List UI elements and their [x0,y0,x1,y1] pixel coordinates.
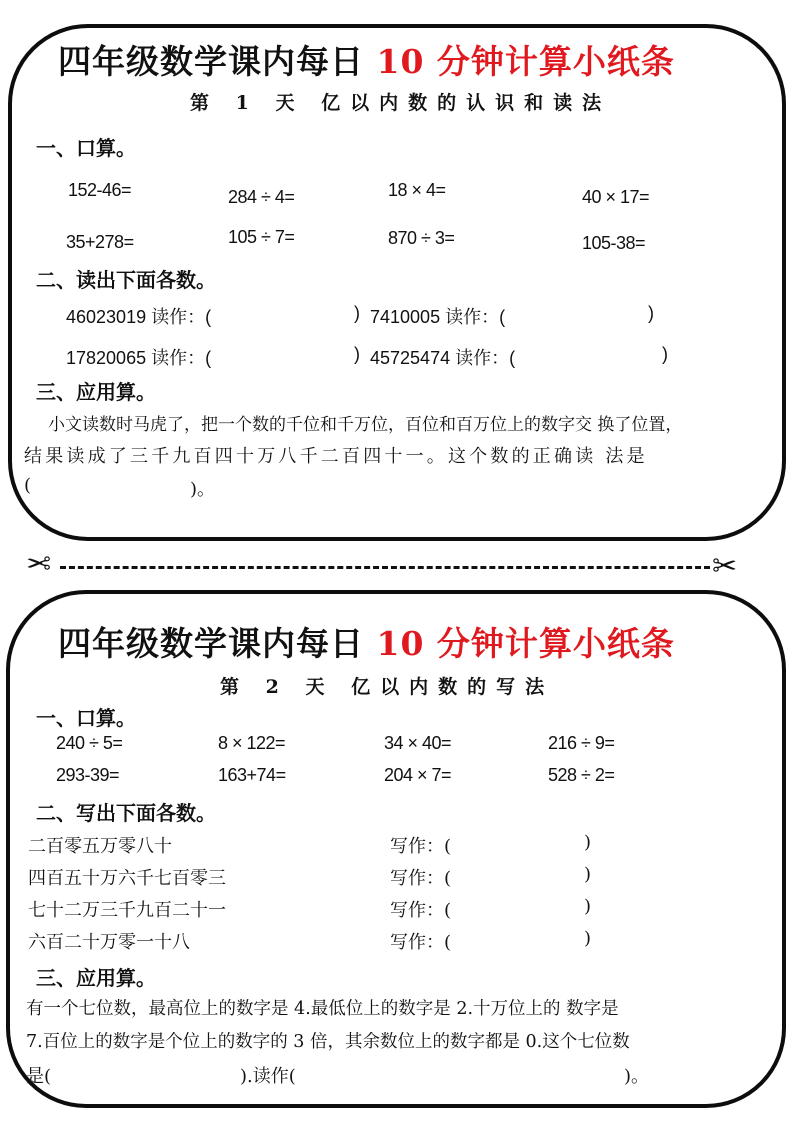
number-value: 17820065 [66,348,147,368]
calc-item: 204 × 7= [384,765,452,785]
number-words: 四百五十万六千七百零三 [28,868,226,889]
number-words: 二百零五万零八十 [28,836,172,857]
read-row [370,303,505,329]
number-value: 7410005 [370,307,441,327]
number-value: 45725474 [370,348,451,368]
answer-close: )。 [624,1066,650,1087]
read-label: 读作：( [445,307,506,327]
slip2-title-red: 10 分钟计算小纸条 [376,624,675,663]
calc-item: 152-46= [68,180,132,200]
calc-item: 8 × 122= [218,733,286,753]
write-label: 写作：( [390,900,452,921]
word-problem-line: 7.百位上的数字是个位上的数字的 3 倍，其余数位上的数字都是 0.这个七位数 [26,1032,630,1052]
number-words: 六百二十万零一十八 [28,932,190,953]
slip2-section1-heading: 一、口算。 [36,706,136,730]
cut-line-divider [60,566,710,569]
calc-item: 18 × 4= [388,180,446,200]
slip2-title-black: 四年级数学课内每日 [58,624,364,663]
calc-item: 216 ÷ 9= [548,733,615,753]
calc-item: 105 ÷ 7= [228,227,295,247]
answer-open: 是( [26,1066,52,1087]
answer-close: ) [662,344,668,364]
word-problem-line: 结果读成了三千九百四十万八千二百四十一。这个数的正确读 法是 [24,446,648,467]
word-problem-line: 有一个七位数，最高位上的数字是 4.最低位上的数字是 2.十万位上的 数字是 [26,999,619,1019]
slip1-title-black: 四年级数学课内每日 [58,42,364,81]
slip1-section1-heading: 一、口算。 [36,136,136,160]
calc-item: 105-38= [582,233,646,253]
slip2-section3-heading: 三、应用算。 [36,966,156,990]
calc-item: 240 ÷ 5= [56,733,123,753]
slip2-subtitle: 第 2 天 亿以内数的写法 [220,676,555,698]
write-label: 写作：( [390,932,452,953]
answer-close: ) [354,344,360,364]
calc-item: 34 × 40= [384,733,452,753]
answer-close: ) [584,896,592,917]
number-value: 46023019 [66,307,147,327]
word-problem-line: 小文读数时马虎了，把一个数的千位和千万位，百位和百万位上的数字交 换了位置， [48,415,683,435]
write-label: 写作：( [390,836,452,857]
slip2-title [58,618,675,665]
calc-item: 293-39= [56,765,120,785]
answer-close: ) [648,303,654,323]
calc-item: 528 ÷ 2= [548,765,615,785]
read-label: ).读作( [240,1066,296,1087]
read-row [66,344,211,370]
read-row [370,344,515,370]
calc-item: 163+74= [218,765,286,785]
number-words: 七十二万三千九百二十一 [28,900,226,921]
calc-item: 870 ÷ 3= [388,228,455,248]
read-row [66,303,211,329]
answer-open: ( [24,475,32,496]
answer-close: ) [584,928,592,949]
read-label: 读作：( [151,348,212,368]
slip1-section2-heading: 二、读出下面各数。 [36,268,216,292]
answer-close: ) [354,303,360,323]
slip2-section2-heading: 二、写出下面各数。 [36,801,216,825]
answer-close: ) [584,832,592,853]
calc-item: 40 × 17= [582,187,650,207]
write-label: 写作：( [390,868,452,889]
answer-close: ) [584,864,592,885]
answer-close: )。 [190,479,216,500]
read-label: 读作：( [151,307,212,327]
read-label: 读作：( [455,348,516,368]
slip1-title [58,36,675,83]
scissors-icon-right: ✂ [712,549,738,584]
calc-item: 284 ÷ 4= [228,187,295,207]
slip1-title-red: 10 分钟计算小纸条 [376,42,675,81]
calc-item: 35+278= [66,232,134,252]
slip1-subtitle: 第 1 天 亿以内数的认识和读法 [190,92,612,114]
slip1-section3-heading: 三、应用算。 [36,380,156,404]
scissors-icon-left: ✂ [26,547,52,582]
